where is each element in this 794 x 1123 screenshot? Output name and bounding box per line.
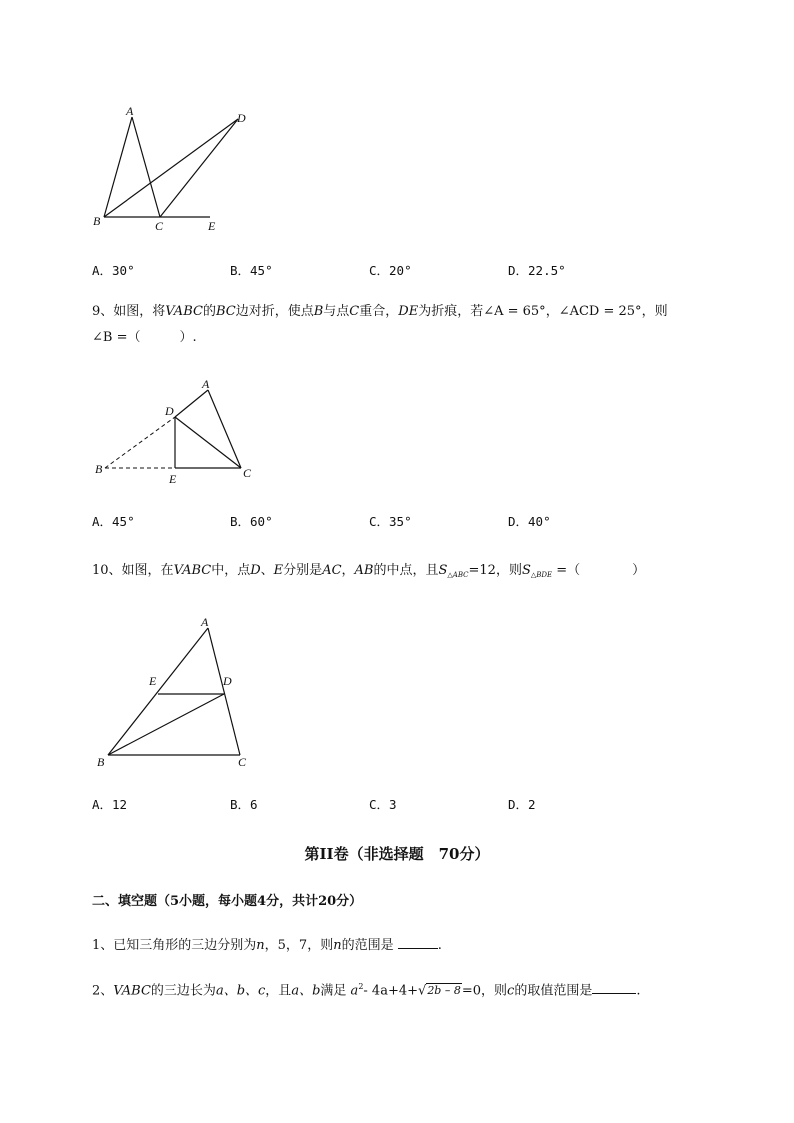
q10-sub-bde: △BDE: [530, 571, 553, 579]
q10-label-e: E: [149, 674, 157, 688]
fill2-text: 的三边长为: [150, 983, 216, 999]
fill2-text: 2、: [92, 983, 114, 999]
q8-figure: [88, 100, 258, 240]
q10-sub-abc: △ABC: [447, 571, 469, 579]
fill2-text: ，且: [265, 983, 292, 999]
fill2-expr: - 4a+4+: [363, 983, 419, 999]
q10-tri: VABC: [173, 563, 212, 578]
q9-label-d: D: [165, 404, 174, 418]
q10-option-a: A．12: [92, 797, 128, 812]
q10-stem: [92, 562, 645, 584]
q9-text: 与点: [323, 304, 350, 319]
q10-eq2: =（ ）: [552, 563, 646, 578]
q10-eq1: =12: [468, 563, 496, 578]
q10-text: 的中点，且: [373, 563, 439, 578]
q10-text: ，: [341, 563, 355, 578]
q10-text: ，则: [495, 563, 522, 578]
fill2-text: 的取值范围是: [514, 983, 593, 999]
q9-tri: VABC: [165, 304, 203, 319]
q9-text: 的: [202, 304, 216, 319]
q8-option-d: D．22.5°: [508, 263, 566, 278]
fill1-answer-blank[interactable]: [398, 936, 438, 949]
fill1-end: .: [437, 938, 442, 953]
fill2-text: =0，则: [461, 983, 508, 999]
q8-option-a: A．30°: [92, 263, 135, 278]
section2-heading: 二、填空题（5小题，每小题4分，共计20分）: [92, 894, 363, 909]
q10-d: D: [250, 563, 261, 578]
q10-s2: S: [521, 563, 531, 578]
q9-option-a: A．45°: [92, 514, 135, 529]
q9-option-b: B．60°: [230, 514, 273, 529]
q10-label-b: B: [97, 755, 105, 769]
q10-option-b: B．6: [230, 797, 258, 812]
q9-de: DE: [398, 304, 419, 319]
q9-option-c: C．35°: [369, 514, 412, 529]
fill2-ab: a、b: [291, 983, 321, 999]
fill2-exp: 2: [358, 982, 364, 991]
q8-label-b: B: [93, 214, 101, 228]
fill1-text: ，5，7，则: [264, 938, 334, 953]
q9-label-a: A: [202, 377, 210, 391]
q9-stem-line2: ∠B =（ ）.: [92, 330, 197, 345]
q10-label-a: A: [201, 615, 209, 629]
fill1-text: 1、已知三角形的三边分别为: [92, 938, 257, 953]
fill2-stem: [92, 978, 640, 1000]
q9-option-d: D．40°: [508, 514, 551, 529]
fill2-c: c: [507, 983, 515, 999]
q8-option-b: B．45°: [230, 263, 273, 278]
q9-text: 如图，将: [113, 304, 166, 319]
q9-text: 为折痕，若: [418, 304, 484, 319]
q8-label-c: C: [155, 219, 164, 233]
part2-heading: 第II卷（非选择题 70分）: [304, 845, 490, 863]
q8-label-d: D: [237, 111, 246, 125]
q9-label-e: E: [169, 472, 177, 486]
fill1-text: 的范围是: [341, 938, 394, 953]
q9-label-b: B: [95, 462, 103, 476]
sqrt-icon: √: [418, 983, 427, 999]
q9-number: 9、: [92, 304, 114, 319]
fill2-radicand: 2b – 8: [427, 984, 461, 998]
fill2-answer-blank[interactable]: [592, 981, 636, 994]
q10-s: S: [438, 563, 448, 578]
q9-b: B: [313, 304, 324, 319]
q10-text: 中，点: [211, 563, 251, 578]
q9-text: 边对折，使点: [235, 304, 314, 319]
q8-label-a: A: [126, 104, 134, 118]
q10-text: 如图，在: [121, 563, 174, 578]
fill1-n: n: [256, 938, 265, 953]
q10-ab: AB: [354, 563, 374, 578]
q9-angle-acd: ∠ACD = 25°: [558, 304, 642, 319]
q9-c: C: [349, 304, 360, 319]
q10-e: E: [273, 563, 284, 578]
fill1-n2: n: [333, 938, 342, 953]
q9-text: 重合，: [359, 304, 399, 319]
q10-text: 分别是: [283, 563, 323, 578]
fill2-expr-a: a: [350, 983, 359, 999]
q10-ac: AC: [322, 563, 342, 578]
q9-stem-line1: [92, 303, 668, 321]
q8-label-e: E: [208, 219, 216, 233]
fill1-stem: [92, 936, 442, 955]
q9-text: ，则: [641, 304, 668, 319]
q10-label-c: C: [238, 755, 247, 769]
q8-option-c: C．20°: [369, 263, 412, 278]
q10-option-d: D．2: [508, 797, 536, 812]
q9-figure: [88, 372, 268, 492]
fill2-abc: a、b、c: [215, 983, 266, 999]
fill2-text: 满足: [320, 983, 347, 999]
q9-angle-a: ∠A = 65°: [483, 304, 546, 319]
q10-figure: [88, 612, 268, 772]
q9-text: ，: [545, 304, 559, 319]
q10-number: 10、: [92, 563, 122, 578]
q10-label-d: D: [223, 674, 232, 688]
q9-label-c: C: [243, 466, 252, 480]
fill2-end: .: [636, 983, 641, 999]
q10-text: 、: [260, 563, 274, 578]
fill2-tri: VABC: [113, 983, 151, 999]
q10-option-c: C．3: [369, 797, 397, 812]
q9-bc: BC: [215, 304, 236, 319]
